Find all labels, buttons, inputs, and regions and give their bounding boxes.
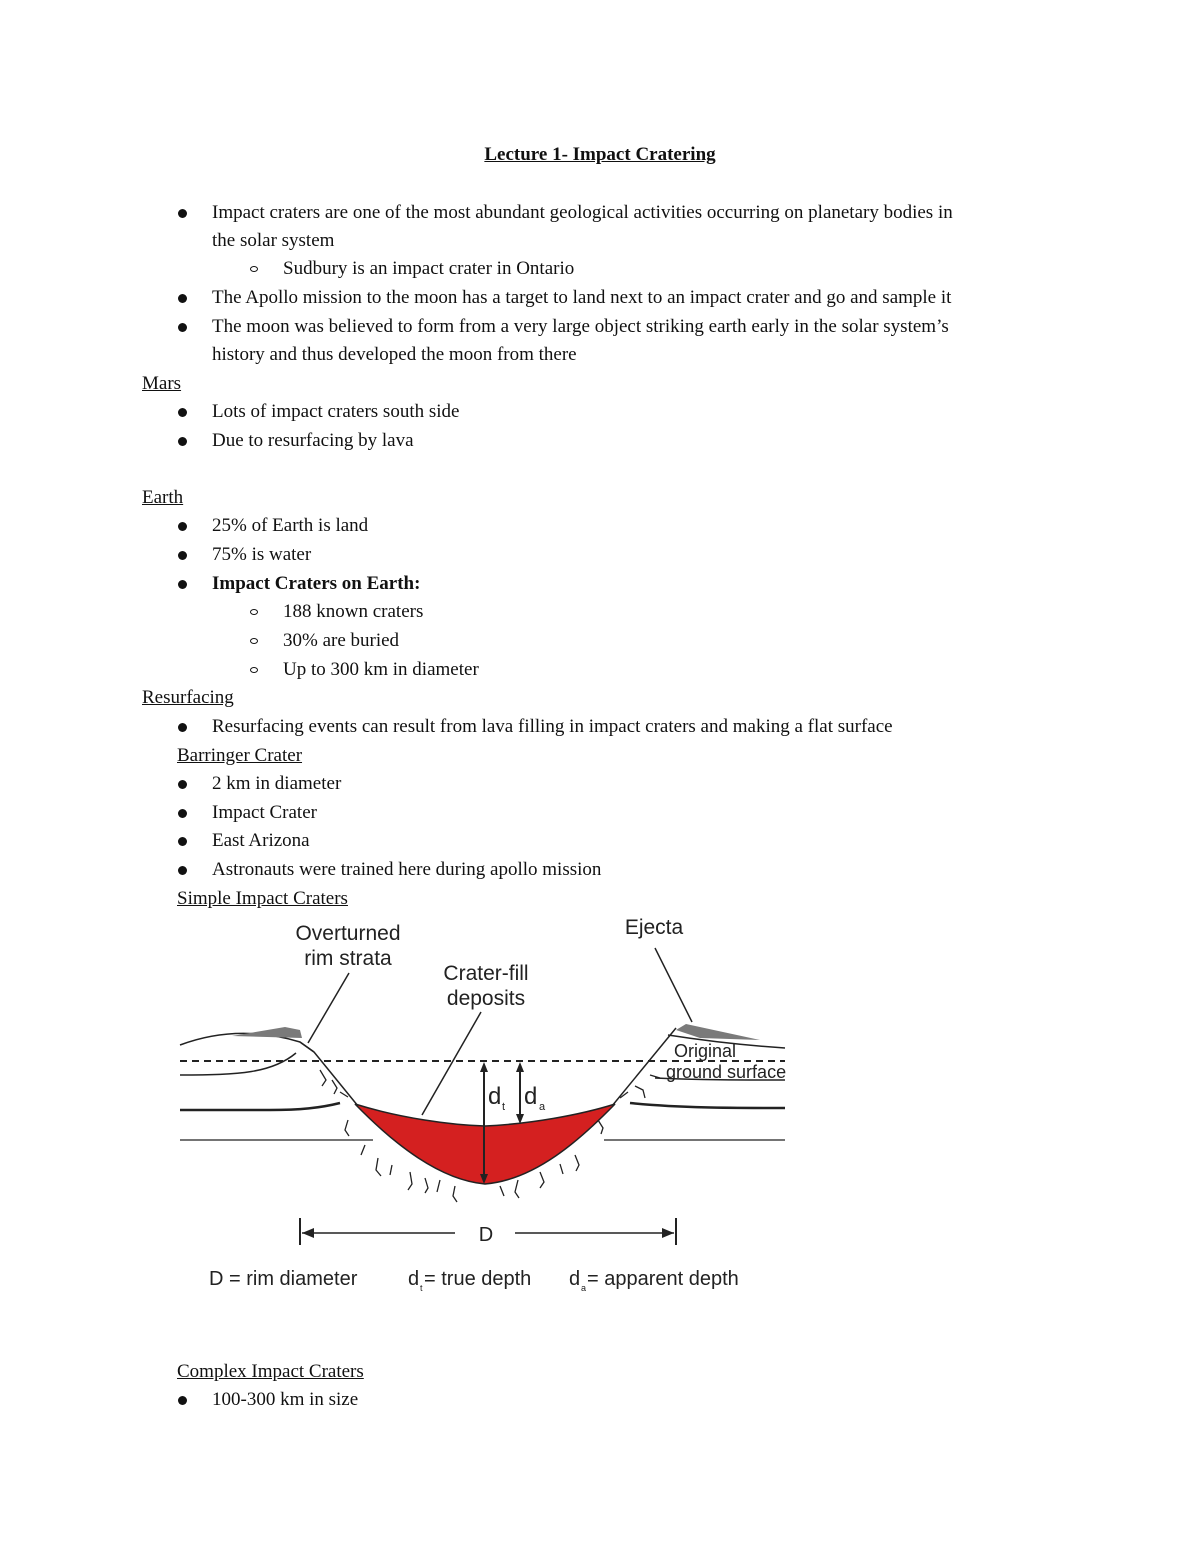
list-item: Astronauts were trained here during apollo mission bbox=[212, 859, 602, 880]
list-item: 100-300 km in size bbox=[212, 1389, 359, 1410]
list-item-continuation: the solar system bbox=[212, 230, 335, 251]
list-item: Resurfacing events can result from lava filling in impact craters and making a flat surface bbox=[212, 716, 893, 737]
section-heading-mars: Mars bbox=[142, 373, 182, 394]
strata-line bbox=[180, 1053, 296, 1075]
list-item: Lots of impact craters south side bbox=[212, 401, 460, 422]
label-dt-sub: t bbox=[502, 1101, 506, 1113]
list-item-continuation: history and thus developed the moon from there bbox=[212, 344, 577, 365]
list-item: Impact craters are one of the most abundant geological activities occurring on planetary bodies in bbox=[212, 202, 953, 223]
list-item: Due to resurfacing by lava bbox=[212, 430, 414, 451]
sub-list-item: Up to 300 km in diameter bbox=[283, 659, 479, 680]
section-heading-earth: Earth bbox=[142, 487, 184, 508]
section-heading-complex: Complex Impact Craters bbox=[177, 1361, 364, 1382]
label-overturned: Overturned bbox=[295, 922, 401, 945]
list-item: East Arizona bbox=[212, 830, 310, 851]
sub-list-item: 30% are buried bbox=[283, 630, 400, 651]
legend-dt: d bbox=[408, 1268, 420, 1290]
legend-true-depth: = true depth bbox=[424, 1268, 532, 1290]
strata-line bbox=[180, 1103, 340, 1110]
strata-line bbox=[630, 1103, 785, 1108]
legend-rim-diameter: D = rim diameter bbox=[209, 1268, 358, 1290]
ejecta-left bbox=[232, 1027, 302, 1038]
label-da: d bbox=[524, 1083, 538, 1110]
label-dt: d bbox=[488, 1083, 502, 1110]
label-diameter: D bbox=[478, 1224, 494, 1246]
legend-apparent-depth: = apparent depth bbox=[587, 1268, 739, 1290]
legend-dt-sub: t bbox=[420, 1283, 423, 1293]
legend-da: d bbox=[569, 1268, 581, 1290]
section-heading-resurfacing: Resurfacing bbox=[142, 687, 234, 708]
sub-list-item: 188 known craters bbox=[283, 601, 424, 622]
label-ground-surface: ground surface bbox=[666, 1062, 787, 1082]
pointer-line bbox=[422, 1012, 481, 1115]
bullet-icon bbox=[178, 1396, 187, 1405]
list-item: The moon was believed to form from a very large object striking earth early in the solar system’s bbox=[212, 316, 949, 337]
section-heading-simple: Simple Impact Craters bbox=[177, 888, 348, 909]
list-item: Impact Crater bbox=[212, 802, 317, 823]
label-ejecta: Ejecta bbox=[624, 916, 684, 939]
list-item: 2 km in diameter bbox=[212, 773, 342, 794]
list-item: The Apollo mission to the moon has a target to land next to an impact crater and go and sample it bbox=[212, 287, 952, 308]
list-item: Impact Craters on Earth: bbox=[212, 573, 421, 594]
sub-list-item: Sudbury is an impact crater in Ontario bbox=[283, 258, 575, 279]
crater-wall-left bbox=[300, 1042, 358, 1106]
label-da-sub: a bbox=[539, 1101, 546, 1113]
label-crater-fill: Crater-fill bbox=[443, 962, 529, 985]
label-deposits: deposits bbox=[446, 987, 526, 1010]
list-item: 25% of Earth is land bbox=[212, 515, 369, 536]
pointer-line bbox=[308, 973, 349, 1043]
legend-da-sub: a bbox=[581, 1283, 587, 1293]
page-title: Lecture 1- Impact Cratering bbox=[484, 144, 716, 165]
pointer-line bbox=[655, 948, 692, 1022]
label-rim-strata: rim strata bbox=[304, 947, 392, 970]
label-original: Original bbox=[674, 1041, 737, 1061]
section-heading-barringer: Barringer Crater bbox=[177, 745, 303, 766]
list-item: 75% is water bbox=[212, 544, 312, 565]
